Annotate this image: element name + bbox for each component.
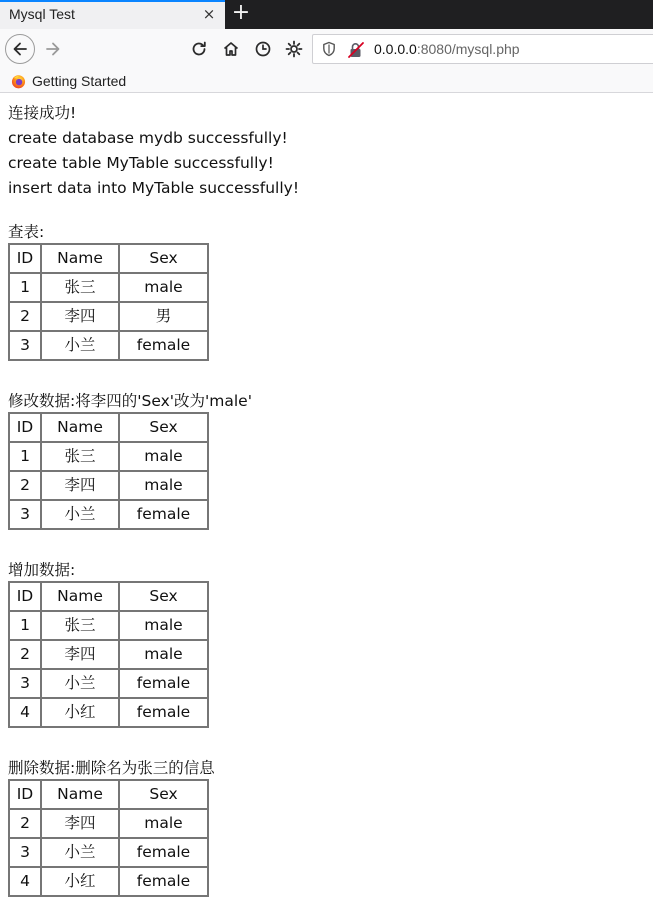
cell-id: 2 [9, 471, 41, 500]
url-path: :8080/mysql.php [416, 41, 520, 57]
table-row [9, 273, 208, 302]
table-row [9, 331, 208, 360]
table-row [9, 500, 208, 529]
table-header-row [9, 780, 208, 809]
header-name: Name [41, 413, 119, 442]
home-icon [222, 40, 240, 58]
history-button[interactable] [248, 34, 278, 64]
cell-sex: male [119, 471, 208, 500]
table-insert [8, 581, 209, 728]
cell-name: 小红 [41, 698, 119, 727]
header-sex: Sex [119, 582, 208, 611]
url-host: 0.0.0.0 [374, 41, 417, 57]
cell-sex: female [119, 331, 208, 360]
table-row [9, 838, 208, 867]
table-row [9, 669, 208, 698]
cell-name: 张三 [41, 611, 119, 640]
arrow-right-icon [44, 40, 62, 58]
header-id: ID [9, 413, 41, 442]
clock-icon [254, 40, 272, 58]
url-text[interactable] [374, 41, 520, 57]
close-tab-icon[interactable]: × [202, 5, 216, 23]
header-sex: Sex [119, 413, 208, 442]
header-sex: Sex [119, 780, 208, 809]
cell-id: 3 [9, 500, 41, 529]
section-title-query: 查表: [8, 223, 45, 241]
cell-name: 张三 [41, 273, 119, 302]
cell-id: 4 [9, 698, 41, 727]
cell-id: 1 [9, 442, 41, 471]
cell-name: 小兰 [41, 669, 119, 698]
reload-icon [190, 40, 208, 58]
gear-icon [285, 40, 303, 58]
home-button[interactable] [216, 34, 246, 64]
cell-name: 张三 [41, 442, 119, 471]
url-bar[interactable] [312, 34, 653, 64]
table-row [9, 640, 208, 669]
message-insert-data: insert data into MyTable successfully! [8, 179, 300, 197]
cell-id: 2 [9, 640, 41, 669]
header-id: ID [9, 582, 41, 611]
section-title-update: 修改数据:将李四的'Sex'改为'male' [8, 392, 252, 410]
table-update [8, 412, 209, 530]
cell-sex: female [119, 867, 208, 896]
cell-sex: 男 [119, 302, 208, 331]
table-row [9, 867, 208, 896]
bookmark-label: Getting Started [32, 73, 127, 89]
cell-id: 2 [9, 302, 41, 331]
header-name: Name [41, 582, 119, 611]
page-content [8, 101, 648, 897]
cell-name: 李四 [41, 302, 119, 331]
cell-id: 1 [9, 611, 41, 640]
cell-id: 4 [9, 867, 41, 896]
insecure-lock-icon[interactable] [347, 41, 365, 59]
header-name: Name [41, 244, 119, 273]
table-row [9, 809, 208, 838]
new-tab-button[interactable]: + [231, 0, 251, 25]
header-name: Name [41, 780, 119, 809]
shield-icon[interactable] [321, 41, 337, 57]
cell-sex: male [119, 809, 208, 838]
cell-id: 3 [9, 331, 41, 360]
arrow-left-icon [11, 40, 29, 58]
table-header-row [9, 244, 208, 273]
bookmark-getting-started[interactable] [11, 71, 126, 91]
cell-sex: female [119, 838, 208, 867]
header-id: ID [9, 244, 41, 273]
cell-sex: female [119, 698, 208, 727]
table-row [9, 611, 208, 640]
cell-name: 小红 [41, 867, 119, 896]
cell-sex: male [119, 442, 208, 471]
cell-name: 小兰 [41, 838, 119, 867]
cell-id: 1 [9, 273, 41, 302]
cell-name: 小兰 [41, 331, 119, 360]
message-create-table: create table MyTable successfully! [8, 154, 274, 172]
tab-title: Mysql Test [9, 6, 75, 22]
cell-name: 李四 [41, 809, 119, 838]
cell-sex: female [119, 500, 208, 529]
table-row [9, 698, 208, 727]
table-row [9, 442, 208, 471]
forward-button[interactable] [38, 34, 68, 64]
cell-name: 小兰 [41, 500, 119, 529]
cell-sex: male [119, 611, 208, 640]
nav-toolbar [0, 29, 653, 69]
section-title-insert: 增加数据: [8, 561, 76, 579]
settings-button[interactable] [279, 34, 309, 64]
message-connect-success: 连接成功! [8, 104, 77, 122]
header-sex: Sex [119, 244, 208, 273]
cell-id: 3 [9, 838, 41, 867]
cell-sex: male [119, 640, 208, 669]
header-id: ID [9, 780, 41, 809]
table-row [9, 471, 208, 500]
table-row [9, 302, 208, 331]
cell-name: 李四 [41, 640, 119, 669]
tab-mysql-test[interactable] [0, 0, 225, 29]
message-create-database: create database mydb successfully! [8, 129, 288, 147]
cell-sex: male [119, 273, 208, 302]
table-query [8, 243, 209, 361]
firefox-icon [11, 74, 26, 89]
cell-name: 李四 [41, 471, 119, 500]
table-header-row [9, 413, 208, 442]
cell-sex: female [119, 669, 208, 698]
section-title-delete: 删除数据:删除名为张三的信息 [8, 759, 215, 777]
table-delete [8, 779, 209, 897]
reload-button[interactable] [184, 34, 214, 64]
back-button[interactable] [5, 34, 35, 64]
cell-id: 3 [9, 669, 41, 698]
cell-id: 2 [9, 809, 41, 838]
table-header-row [9, 582, 208, 611]
bookmarks-toolbar [0, 69, 653, 93]
tab-strip [0, 0, 653, 29]
